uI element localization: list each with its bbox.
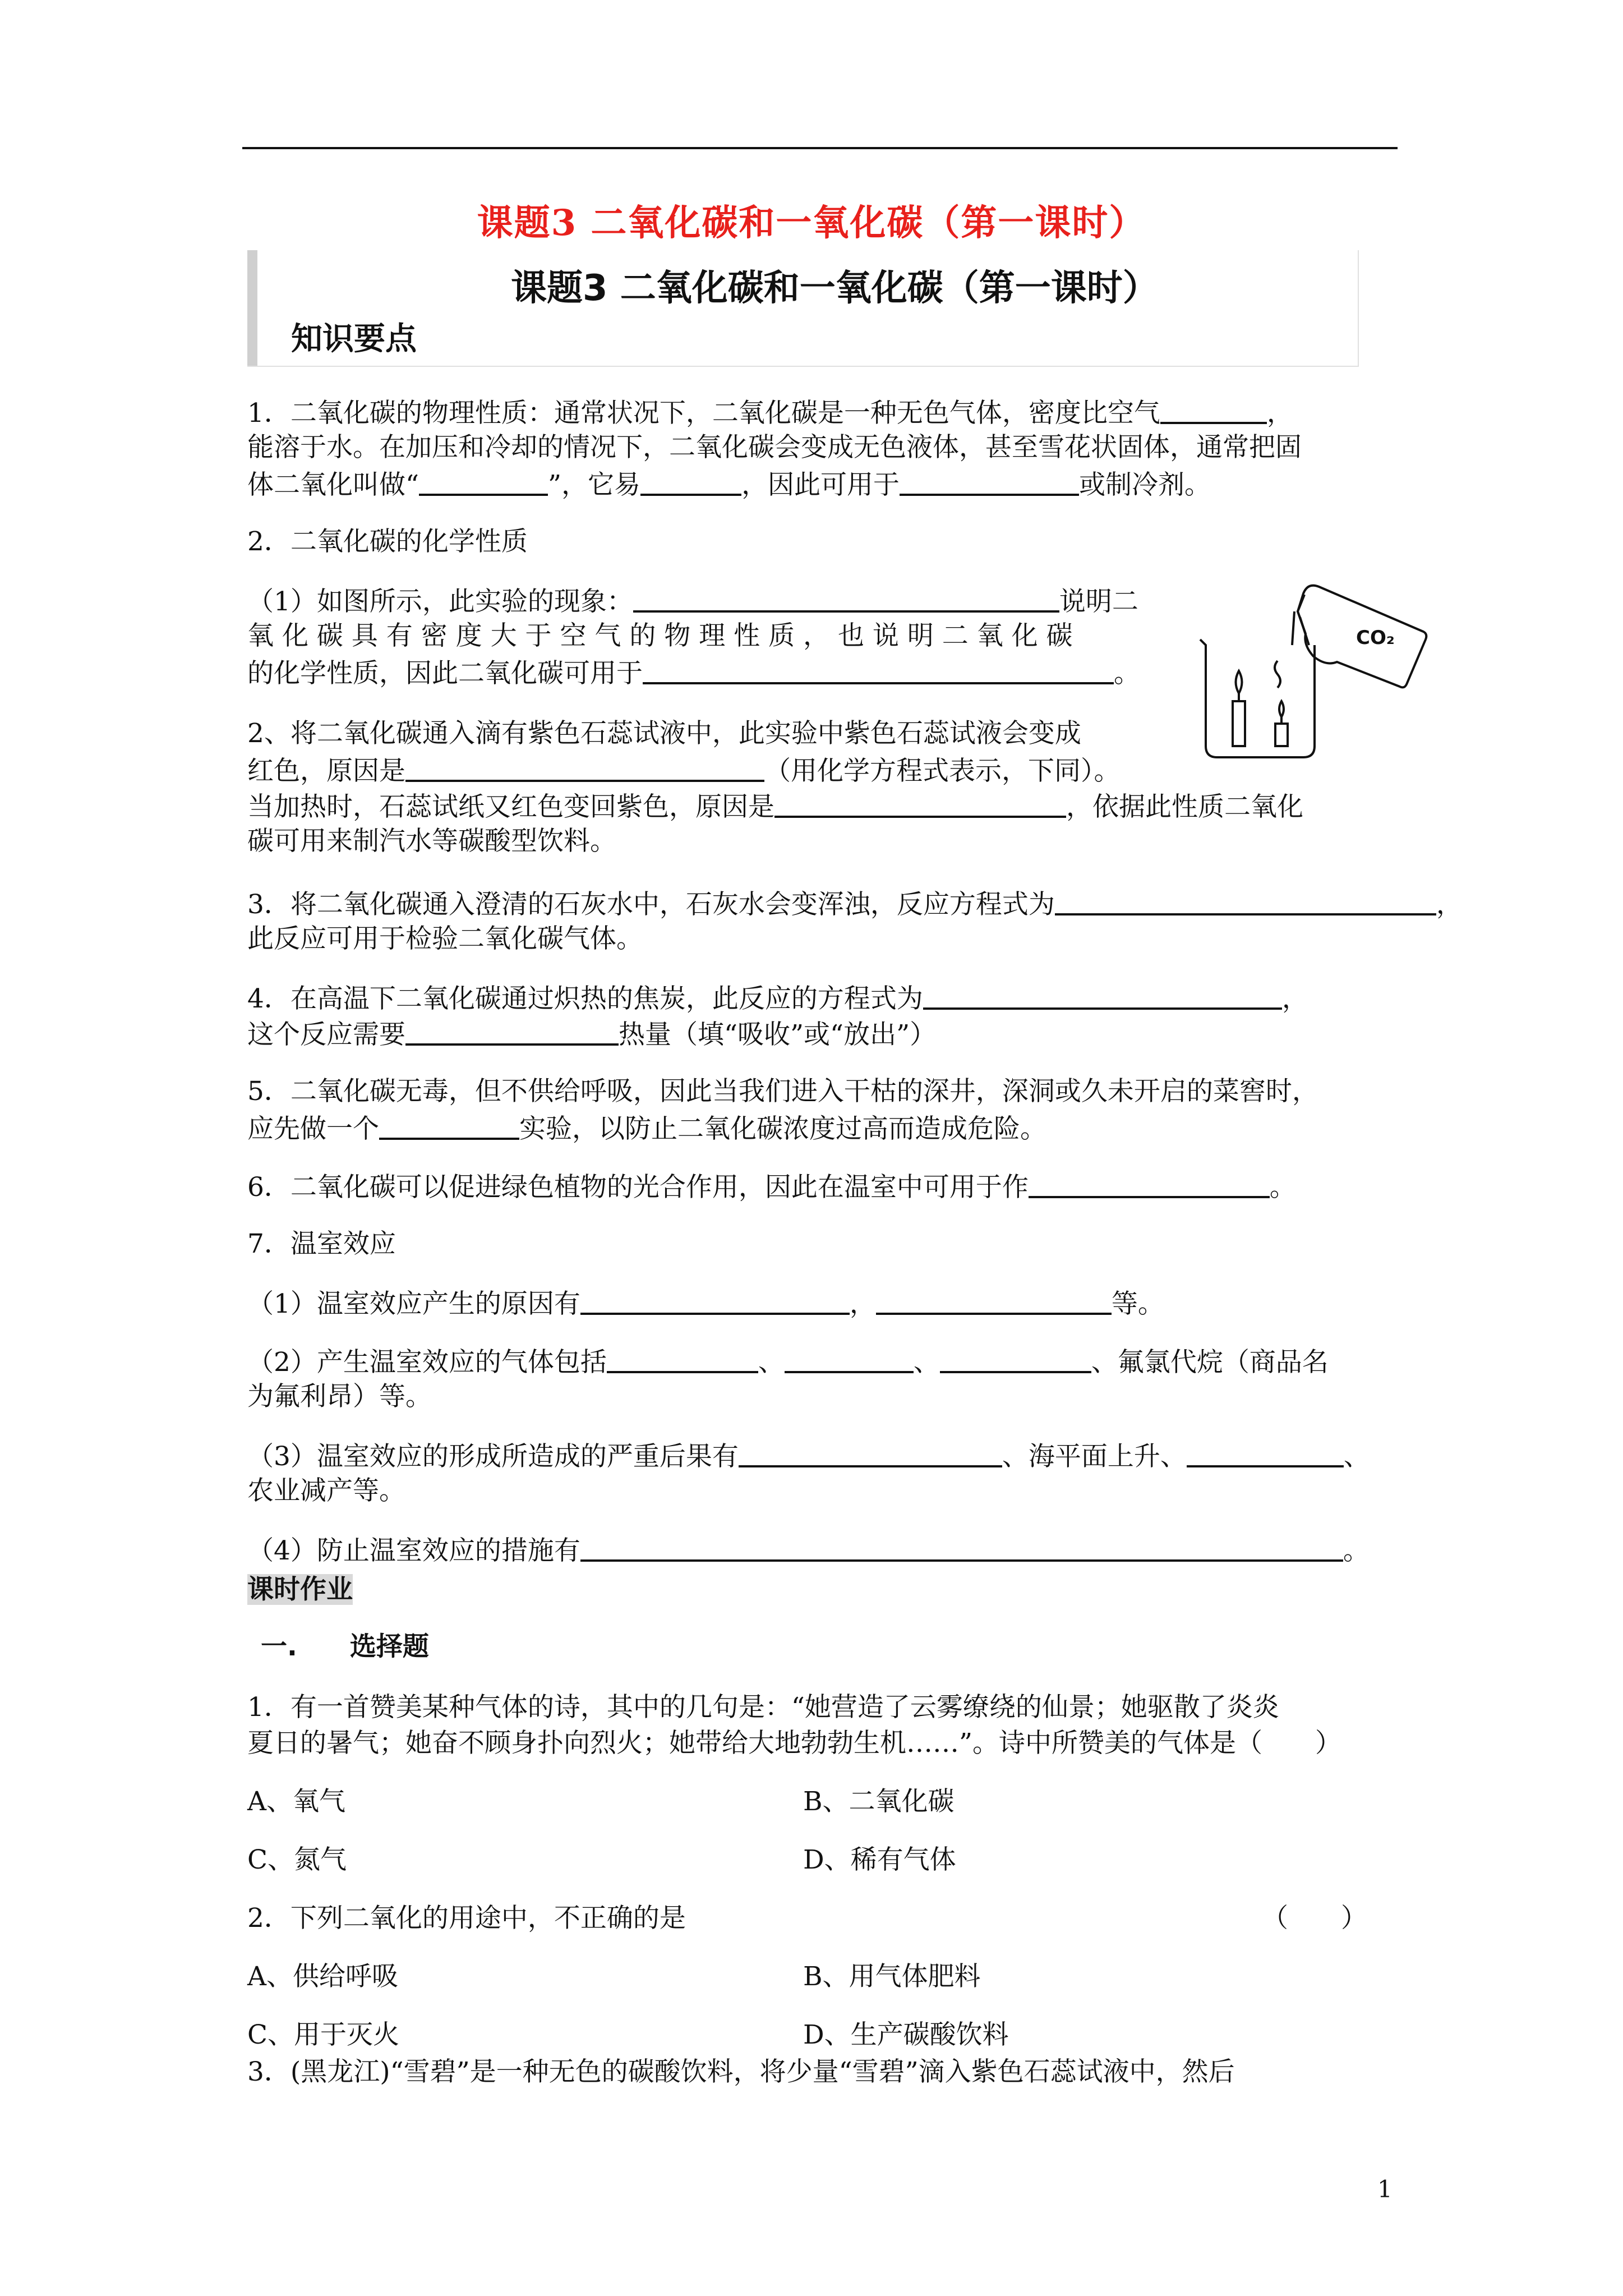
blank [774, 786, 1066, 818]
hw-q2-option-c: C、用于灭火 [247, 2019, 399, 2050]
blank [900, 464, 1079, 496]
section-banner [247, 250, 1359, 367]
hw-q2-paren: （ ） [1262, 1903, 1367, 1934]
blank [405, 751, 764, 782]
blank [1187, 1436, 1344, 1467]
q7-s3-line1: （3）温室效应的形成所造成的严重后果有 、海平面上升、 、 [247, 1436, 1370, 1476]
hw-q2-stem: 2．下列二氧化的用途中，不正确的是 [247, 1903, 686, 1934]
q2-s1-line3: 的化学性质，因此二氧化碳可用于 。 [247, 653, 1140, 693]
blank [405, 1014, 619, 1046]
hw-q2-option-d: D、生产碳酸饮料 [803, 2019, 1009, 2050]
blank [1055, 884, 1436, 915]
hw-q1-option-c: C、氮气 [247, 1844, 347, 1875]
blank [640, 464, 741, 496]
hw-q3-line1: 3．(黑龙江)“雪碧”是一种无色的碳酸饮料，将少量“雪碧”滴入紫色石蕊试液中，然后 [247, 2056, 1235, 2087]
blank [739, 1436, 1002, 1467]
page-number: 1 [1377, 2175, 1393, 2203]
q6-line: 6．二氧化碳可以促进绿色植物的光合作用，因此在温室中可用于作 。 [247, 1167, 1296, 1207]
q1-line2: 能溶于水。在加压和冷却的情况下，二氧化碳会变成无色液体，甚至雪花状固体，通常把固 [247, 432, 1302, 463]
top-rule [242, 147, 1398, 149]
banner-accent-bar [247, 250, 257, 366]
q4-line2: 这个反应需要 热量（填“吸收”或“放出”） [247, 1014, 936, 1054]
homework-title: 课时作业 [247, 1574, 353, 1605]
bottle-label: CO₂ [1356, 627, 1395, 649]
q5-line2: 应先做一个 实验，以防止二氧化碳浓度过高而造成危险。 [247, 1108, 1046, 1148]
blank [379, 1108, 519, 1140]
homework-heading [247, 1571, 353, 1609]
q7-s3-line2: 农业减产等。 [247, 1475, 405, 1506]
blank [643, 653, 1114, 684]
hw-q2-option-b: B、用气体肥料 [803, 1961, 981, 1992]
blank [1160, 393, 1267, 424]
page-title: 课题3 二氧化碳和一氧化碳（第一课时） [477, 202, 1146, 244]
blank [923, 978, 1282, 1010]
q2-s1-line1: （1）如图所示，此实验的现象： 说明二 [247, 581, 1138, 621]
blank [419, 464, 548, 496]
q7-s2-line2: 为氟利昂）等。 [247, 1381, 432, 1412]
blank [580, 1283, 850, 1315]
q7-s2-line1: （2）产生温室效应的气体包括 、 、 、氟氯代烷（商品名 [247, 1342, 1329, 1382]
q5-line1: 5．二氧化碳无毒，但不供给呼吸，因此当我们进入干枯的深井，深洞或久未开启的菜窖时， [247, 1076, 1318, 1107]
q7-s1: （1）温室效应产生的原因有 ， 等。 [247, 1283, 1164, 1323]
hw-q2-option-a: A、供给呼吸 [247, 1961, 398, 1992]
blank [1029, 1167, 1270, 1198]
q3-line2: 此反应可用于检验二氧化碳气体。 [247, 923, 643, 954]
q4-line1: 4．在高温下二氧化碳通过炽热的焦炭，此反应的方程式为 ， [247, 978, 1308, 1018]
blank [876, 1283, 1112, 1315]
blank [940, 1342, 1091, 1373]
q2-s2-line4: 碳可用来制汽水等碳酸型饮料。 [247, 826, 616, 857]
q7-title: 7．温室效应 [247, 1228, 396, 1259]
q2-s2-line2: 红色，原因是 （用化学方程式表示，下同）。 [247, 751, 1121, 790]
q2-title: 2．二氧化碳的化学性质 [247, 526, 528, 557]
q2-s2-line1: 2、将二氧化碳通入滴有紫色石蕊试液中，此实验中紫色石蕊试液会变成 [247, 718, 1081, 749]
hw-q1-option-b: B、二氧化碳 [803, 1786, 955, 1817]
q2-s1-line2: 氧 化 碳 具 有 密 度 大 于 空 气 的 物 理 性 质 ， 也 说 明 二 氧 化 碳 [247, 620, 1073, 651]
section-choice-heading: 一. 选择题 [261, 1631, 429, 1662]
blank [607, 1342, 758, 1373]
q1-line3: 体二氧化叫做“ ”，它易 ，因此可用于 或制冷剂。 [247, 464, 1211, 504]
banner-title: 课题3 二氧化碳和一氧化碳（第一课时） [511, 268, 1159, 309]
banner-subtitle: 知识要点 [291, 321, 417, 357]
hw-q1-line2: 夏日的暑气；她奋不顾身扑向烈火；她带给大地勃勃生机……”。诗中所赞美的气体是（ ） [247, 1728, 1342, 1759]
hw-q1-option-d: D、稀有气体 [803, 1844, 956, 1875]
blank [785, 1342, 914, 1373]
hw-q1-option-a: A、氧气 [247, 1786, 345, 1817]
q7-s4: （4）防止温室效应的措施有 。 [247, 1530, 1370, 1570]
blank [580, 1530, 1343, 1562]
q3-line1: 3．将二氧化碳通入澄清的石灰水中，石灰水会变浑浊，反应方程式为 ， [247, 884, 1463, 924]
q2-s2-line3: 当加热时，石蕊试纸又红色变回紫色，原因是 ，依据此性质二氧化 [247, 786, 1303, 826]
blank [633, 581, 1059, 613]
hw-q1-line1: 1．有一首赞美某种气体的诗，其中的几句是：“她营造了云雾缭绕的仙景；她驱散了炎炎 [247, 1692, 1279, 1723]
co2-candle-experiment-figure [1193, 578, 1429, 763]
q1-line1: 1．二氧化碳的物理性质：通常状况下，二氧化碳是一种无色气体，密度比空气 ， [247, 393, 1293, 432]
